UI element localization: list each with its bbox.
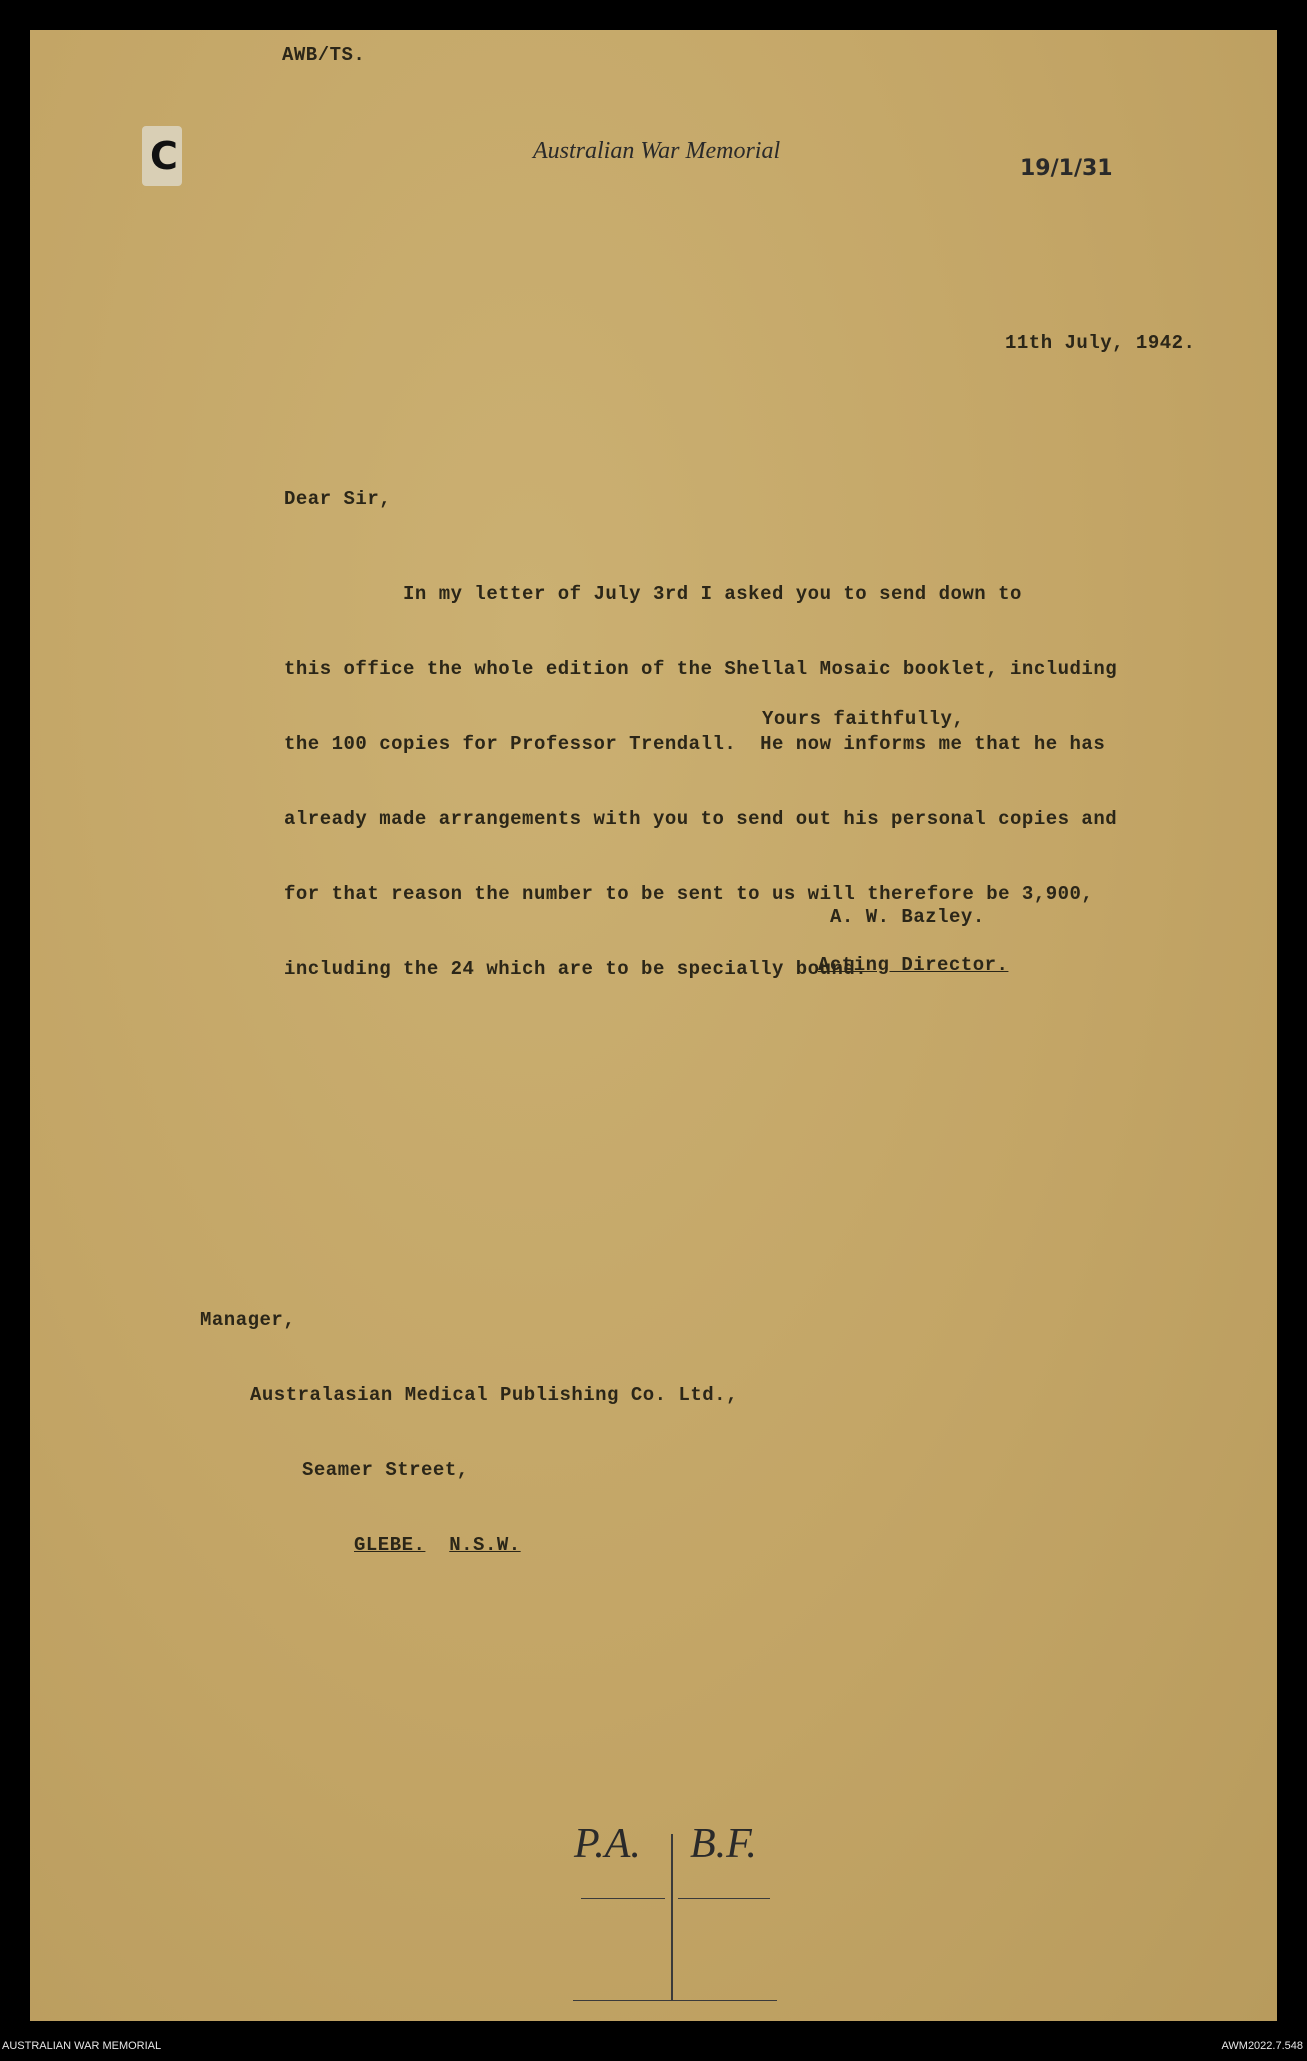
body-line: including the 24 which are to be specially bound. <box>284 958 868 980</box>
stamp-pa: P.A. <box>574 1821 641 1867</box>
signatory-title: Acting Director. <box>818 954 1009 976</box>
addressee-line: Manager, <box>200 1309 296 1331</box>
stamp-line-left <box>581 1898 665 1899</box>
handwritten-mark <box>142 126 182 186</box>
stamp-divider-vertical <box>671 1834 673 2000</box>
organisation-name: Australian War Memorial <box>533 138 781 164</box>
letter-date: 11th July, 1942. <box>1005 332 1196 354</box>
body-line: already made arrangements with you to send out his personal copies and <box>284 808 1118 830</box>
reference-code: AWB/TS. <box>282 44 366 66</box>
addressee-block <box>200 1258 738 1608</box>
closing: Yours faithfully, <box>762 708 965 730</box>
footer-left: AUSTRALIAN WAR MEMORIAL <box>2 2040 162 2052</box>
letter-sheet <box>30 30 1277 2021</box>
stamp-bf: B.F. <box>690 1821 757 1867</box>
handwritten-mark-glyph: C <box>150 134 178 178</box>
addressee-town-line <box>200 1533 738 1558</box>
addressee-town: GLEBE. <box>354 1534 426 1556</box>
stamp-line-right <box>678 1898 770 1899</box>
salutation: Dear Sir, <box>284 488 392 510</box>
footer-right: AWM2022.7.548 <box>1221 2040 1303 2052</box>
addressee-state: N.S.W. <box>449 1534 521 1556</box>
addressee-line: Seamer Street, <box>302 1459 469 1481</box>
body-line: for that reason the number to be sent to us will therefore be 3,900, <box>284 883 1094 905</box>
body-line: this office the whole edition of the Shellal Mosaic booklet, including <box>284 658 1118 680</box>
signatory-name: A. W. Bazley. <box>830 906 985 928</box>
addressee-line: Australasian Medical Publishing Co. Ltd., <box>250 1384 738 1406</box>
stamp-line-bottom <box>573 2000 777 2001</box>
body-line: the 100 copies for Professor Trendall. He now informs me that he has <box>284 733 1106 755</box>
body-line: In my letter of July 3rd I asked you to send down to <box>284 583 1022 605</box>
file-number: 19/1/31 <box>1020 156 1113 181</box>
